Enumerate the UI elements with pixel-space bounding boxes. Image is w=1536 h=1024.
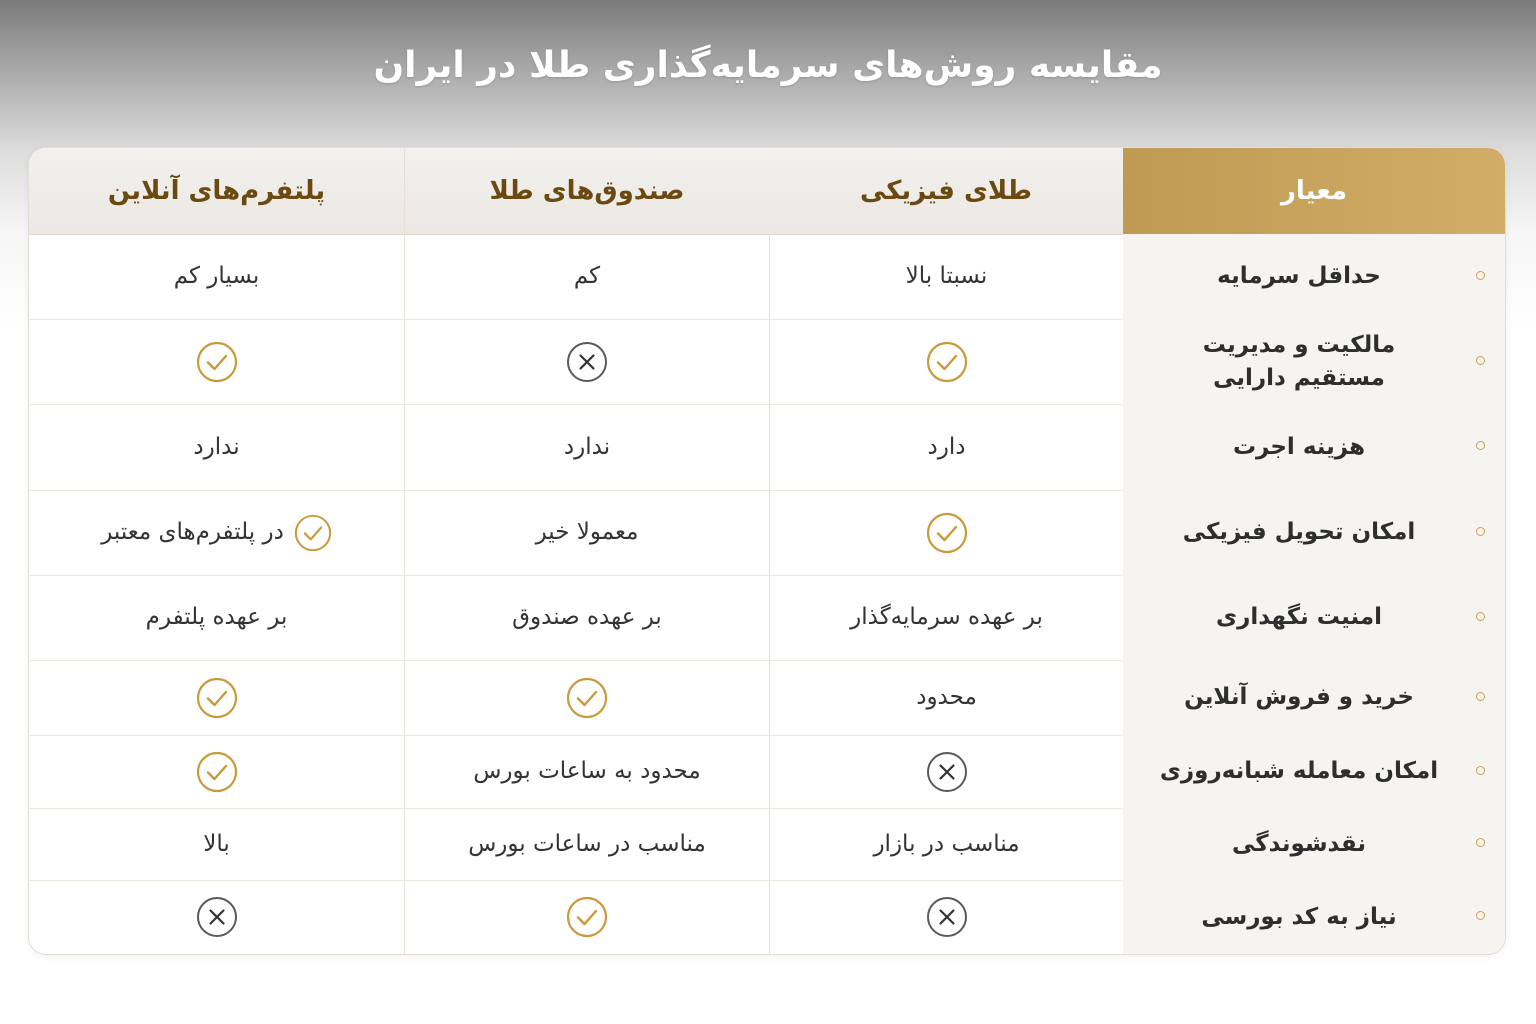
table-row	[29, 319, 1505, 405]
criterion-cell	[1123, 234, 1505, 319]
funds-cell	[404, 490, 769, 575]
bullet-icon	[1476, 838, 1485, 847]
bullet-icon	[1476, 271, 1485, 280]
check-icon	[196, 751, 238, 793]
bullet-icon	[1476, 356, 1485, 365]
funds-cell	[404, 404, 769, 490]
criterion-label: هزینه اجرت	[1232, 433, 1366, 460]
bullet-icon	[1476, 692, 1485, 701]
cross-icon	[566, 341, 608, 383]
online-cell	[29, 880, 404, 954]
cell-text: در پلتفرم‌های معتبر	[101, 519, 284, 545]
cross-icon	[926, 896, 968, 938]
online-cell	[29, 319, 404, 404]
comparison-table	[28, 147, 1506, 955]
table-row	[29, 880, 1505, 954]
bullet-icon	[1476, 612, 1485, 621]
check-icon	[926, 341, 968, 383]
criterion-label: نیاز به کد بورسی	[1201, 903, 1397, 930]
funds-cell	[404, 234, 769, 319]
criterion-label: حداقل سرمایه	[1217, 263, 1381, 289]
check-with-text	[101, 514, 332, 552]
cell-text: نسبتا بالا	[905, 263, 988, 289]
physical-cell	[769, 490, 1123, 575]
cell-text: بسیار کم	[173, 263, 260, 289]
cross-icon	[926, 751, 968, 793]
check-icon	[196, 677, 238, 719]
table-row	[29, 404, 1505, 491]
online-cell	[29, 808, 404, 880]
cell-text: ندارد	[193, 433, 240, 460]
cell-text: معمولا خیر	[535, 519, 639, 545]
criterion-label: امکان معامله شبانه‌روزی	[1159, 758, 1439, 784]
bullet-icon	[1476, 527, 1485, 536]
funds-cell	[404, 575, 769, 660]
cell-text: مناسب در بازار	[873, 830, 1020, 857]
check-icon	[566, 896, 608, 938]
criterion-label: خرید و فروش آنلاین	[1184, 684, 1414, 710]
criterion-label: مالکیت و مدیریت مستقیم دارایی	[1202, 331, 1396, 391]
cell-text: بالا	[203, 830, 230, 857]
table-row	[29, 234, 1505, 320]
header-online-platforms: پلتفرم‌های آنلاین	[29, 148, 404, 234]
funds-cell	[404, 660, 769, 735]
table-row	[29, 490, 1505, 576]
check-icon	[294, 514, 332, 552]
funds-cell	[404, 880, 769, 954]
check-icon	[926, 512, 968, 554]
physical-cell	[769, 880, 1123, 954]
online-cell	[29, 735, 404, 808]
cell-text: مناسب در ساعات بورس	[468, 830, 706, 857]
funds-cell	[404, 319, 769, 404]
cell-text: ندارد	[563, 433, 611, 460]
cell-text: بر عهده صندوق	[512, 604, 662, 630]
table-row	[29, 808, 1505, 881]
physical-cell	[769, 404, 1123, 490]
table-header-row	[29, 148, 1505, 235]
cell-text: محدود	[916, 684, 977, 710]
bullet-icon	[1476, 441, 1485, 450]
criterion-label: امکان تحویل فیزیکی	[1182, 519, 1416, 545]
criterion-label: امنیت نگهداری	[1216, 604, 1382, 630]
cell-text: دارد	[927, 433, 966, 460]
header-physical-gold: طلای فیزیکی	[769, 148, 1123, 234]
cross-icon	[196, 896, 238, 938]
online-cell	[29, 234, 404, 319]
criterion-cell	[1123, 660, 1505, 735]
check-icon	[196, 341, 238, 383]
criterion-cell	[1123, 735, 1505, 808]
online-cell	[29, 575, 404, 660]
physical-cell	[769, 575, 1123, 660]
page-title: مقایسه روش‌های سرمایه‌گذاری طلا در ایران	[373, 45, 1163, 86]
bullet-icon	[1476, 766, 1485, 775]
funds-cell	[404, 808, 769, 880]
header-criterion: معیار	[1123, 148, 1505, 234]
cell-text: کم	[573, 263, 601, 289]
criterion-cell	[1123, 808, 1505, 880]
cell-text: محدود به ساعات بورس	[473, 758, 701, 784]
check-icon	[566, 677, 608, 719]
funds-cell	[404, 735, 769, 808]
online-cell	[29, 404, 404, 490]
criterion-cell	[1123, 880, 1505, 954]
online-cell	[29, 660, 404, 735]
bullet-icon	[1476, 911, 1485, 920]
criterion-cell	[1123, 319, 1505, 404]
header-gold-funds: صندوق‌های طلا	[404, 148, 769, 234]
table-row	[29, 575, 1505, 661]
criterion-label: نقدشوندگی	[1231, 830, 1367, 857]
criterion-cell	[1123, 575, 1505, 660]
online-cell	[29, 490, 404, 575]
physical-cell	[769, 234, 1123, 319]
physical-cell	[769, 808, 1123, 880]
cell-text: بر عهده پلتفرم	[145, 604, 288, 630]
table-row	[29, 660, 1505, 736]
cell-text: بر عهده سرمایه‌گذار	[850, 604, 1043, 630]
criterion-cell	[1123, 490, 1505, 575]
physical-cell	[769, 735, 1123, 808]
physical-cell	[769, 660, 1123, 735]
criterion-cell	[1123, 404, 1505, 490]
table-row	[29, 735, 1505, 809]
physical-cell	[769, 319, 1123, 404]
